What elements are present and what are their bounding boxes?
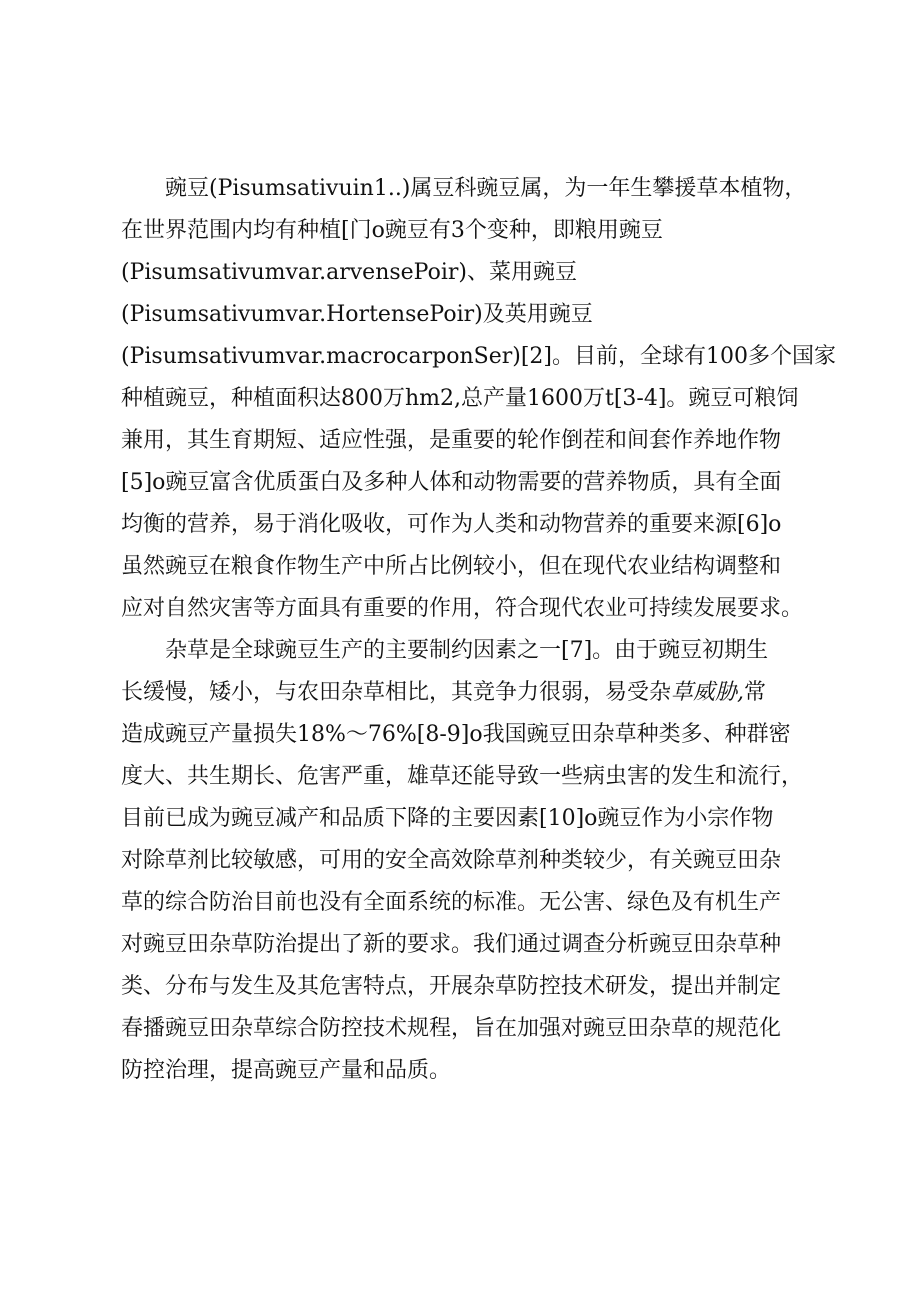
text-segment: 长缓慢，矮小，与农田杂草相比，其竞争力很弱，易受杂: [121, 680, 672, 705]
text-line: 度大、共生期长、危害严重，雄草还能导致一些病虫害的发生和流行，: [121, 764, 804, 789]
text-line: 类、分布与发生及其危害特点，开展杂草防控技术研发，提出并制定: [121, 974, 782, 999]
text-line: 对除草剂比较敏感，可用的安全高效除草剂种类较少，有关豌豆田杂: [121, 848, 782, 873]
text-line: 草的综合防治目前也没有全面系统的标准。无公害、绿色及有机生产: [121, 890, 782, 915]
text-line: 虽然豌豆在粮食作物生产中所占比例较小，但在现代农业结构调整和: [121, 554, 782, 579]
text-line: 均衡的营养，易于消化吸收，可作为人类和动物营养的重要来源[6]o: [121, 512, 782, 537]
text-line: 杂草是全球豌豆生产的主要制约因素之一[7]。由于豌豆初期生: [165, 638, 769, 663]
paragraph-2: [121, 630, 821, 1092]
text-line: 目前已成为豌豆减产和品质下降的主要因素[10]o豌豆作为小宗作物: [121, 806, 774, 831]
text-line: 对豌豆田杂草防治提出了新的要求。我们通过调查分析豌豆田杂草种: [121, 932, 782, 957]
text-line: 兼用，其生育期短、适应性强，是重要的轮作倒茬和间套作养地作物: [121, 428, 782, 453]
text-line: [5]o豌豆富含优质蛋白及多种人体和动物需要的营养物质，具有全面: [121, 470, 782, 495]
text-segment: 常: [744, 680, 767, 705]
text-line-with-italic: [121, 672, 821, 714]
text-line: 在世界范围内均有种植[门o豌豆有3个变种，即粮用豌豆: [121, 218, 663, 243]
text-line: 应对自然灾害等方面具有重要的作用，符合现代农业可持续发展要求。: [121, 596, 804, 621]
text-line: (Pisumsativumvar.HortensePoir)及英用豌豆: [121, 302, 593, 327]
text-line: 造成豌豆产量损失18%～76%[8-9]o我国豌豆田杂草种类多、种群密: [121, 722, 791, 747]
text-line: (Pisumsativumvar.arvensePoir)、菜用豌豆: [121, 260, 577, 285]
document-body: [121, 168, 836, 1092]
text-line: 种植豌豆，种植面积达800万hm2,总产量1600万t[3-4]。豌豆可粮饲: [121, 386, 799, 411]
text-line: 豌豆(Pisumsativuin1..)属豆科豌豆属，为一年生攀援草本植物，: [165, 176, 807, 201]
text-line: (Pisumsativumvar.macrocarponSer)[2]。目前，全球有100多个国家: [121, 344, 836, 369]
text-line: 防控治理，提高豌豆产量和品质。: [121, 1058, 452, 1083]
text-line: 春播豌豆田杂草综合防控技术规程，旨在加强对豌豆田杂草的规范化: [121, 1016, 782, 1041]
italic-segment: 草威胁,: [671, 680, 745, 705]
paragraph-1: [121, 168, 836, 630]
